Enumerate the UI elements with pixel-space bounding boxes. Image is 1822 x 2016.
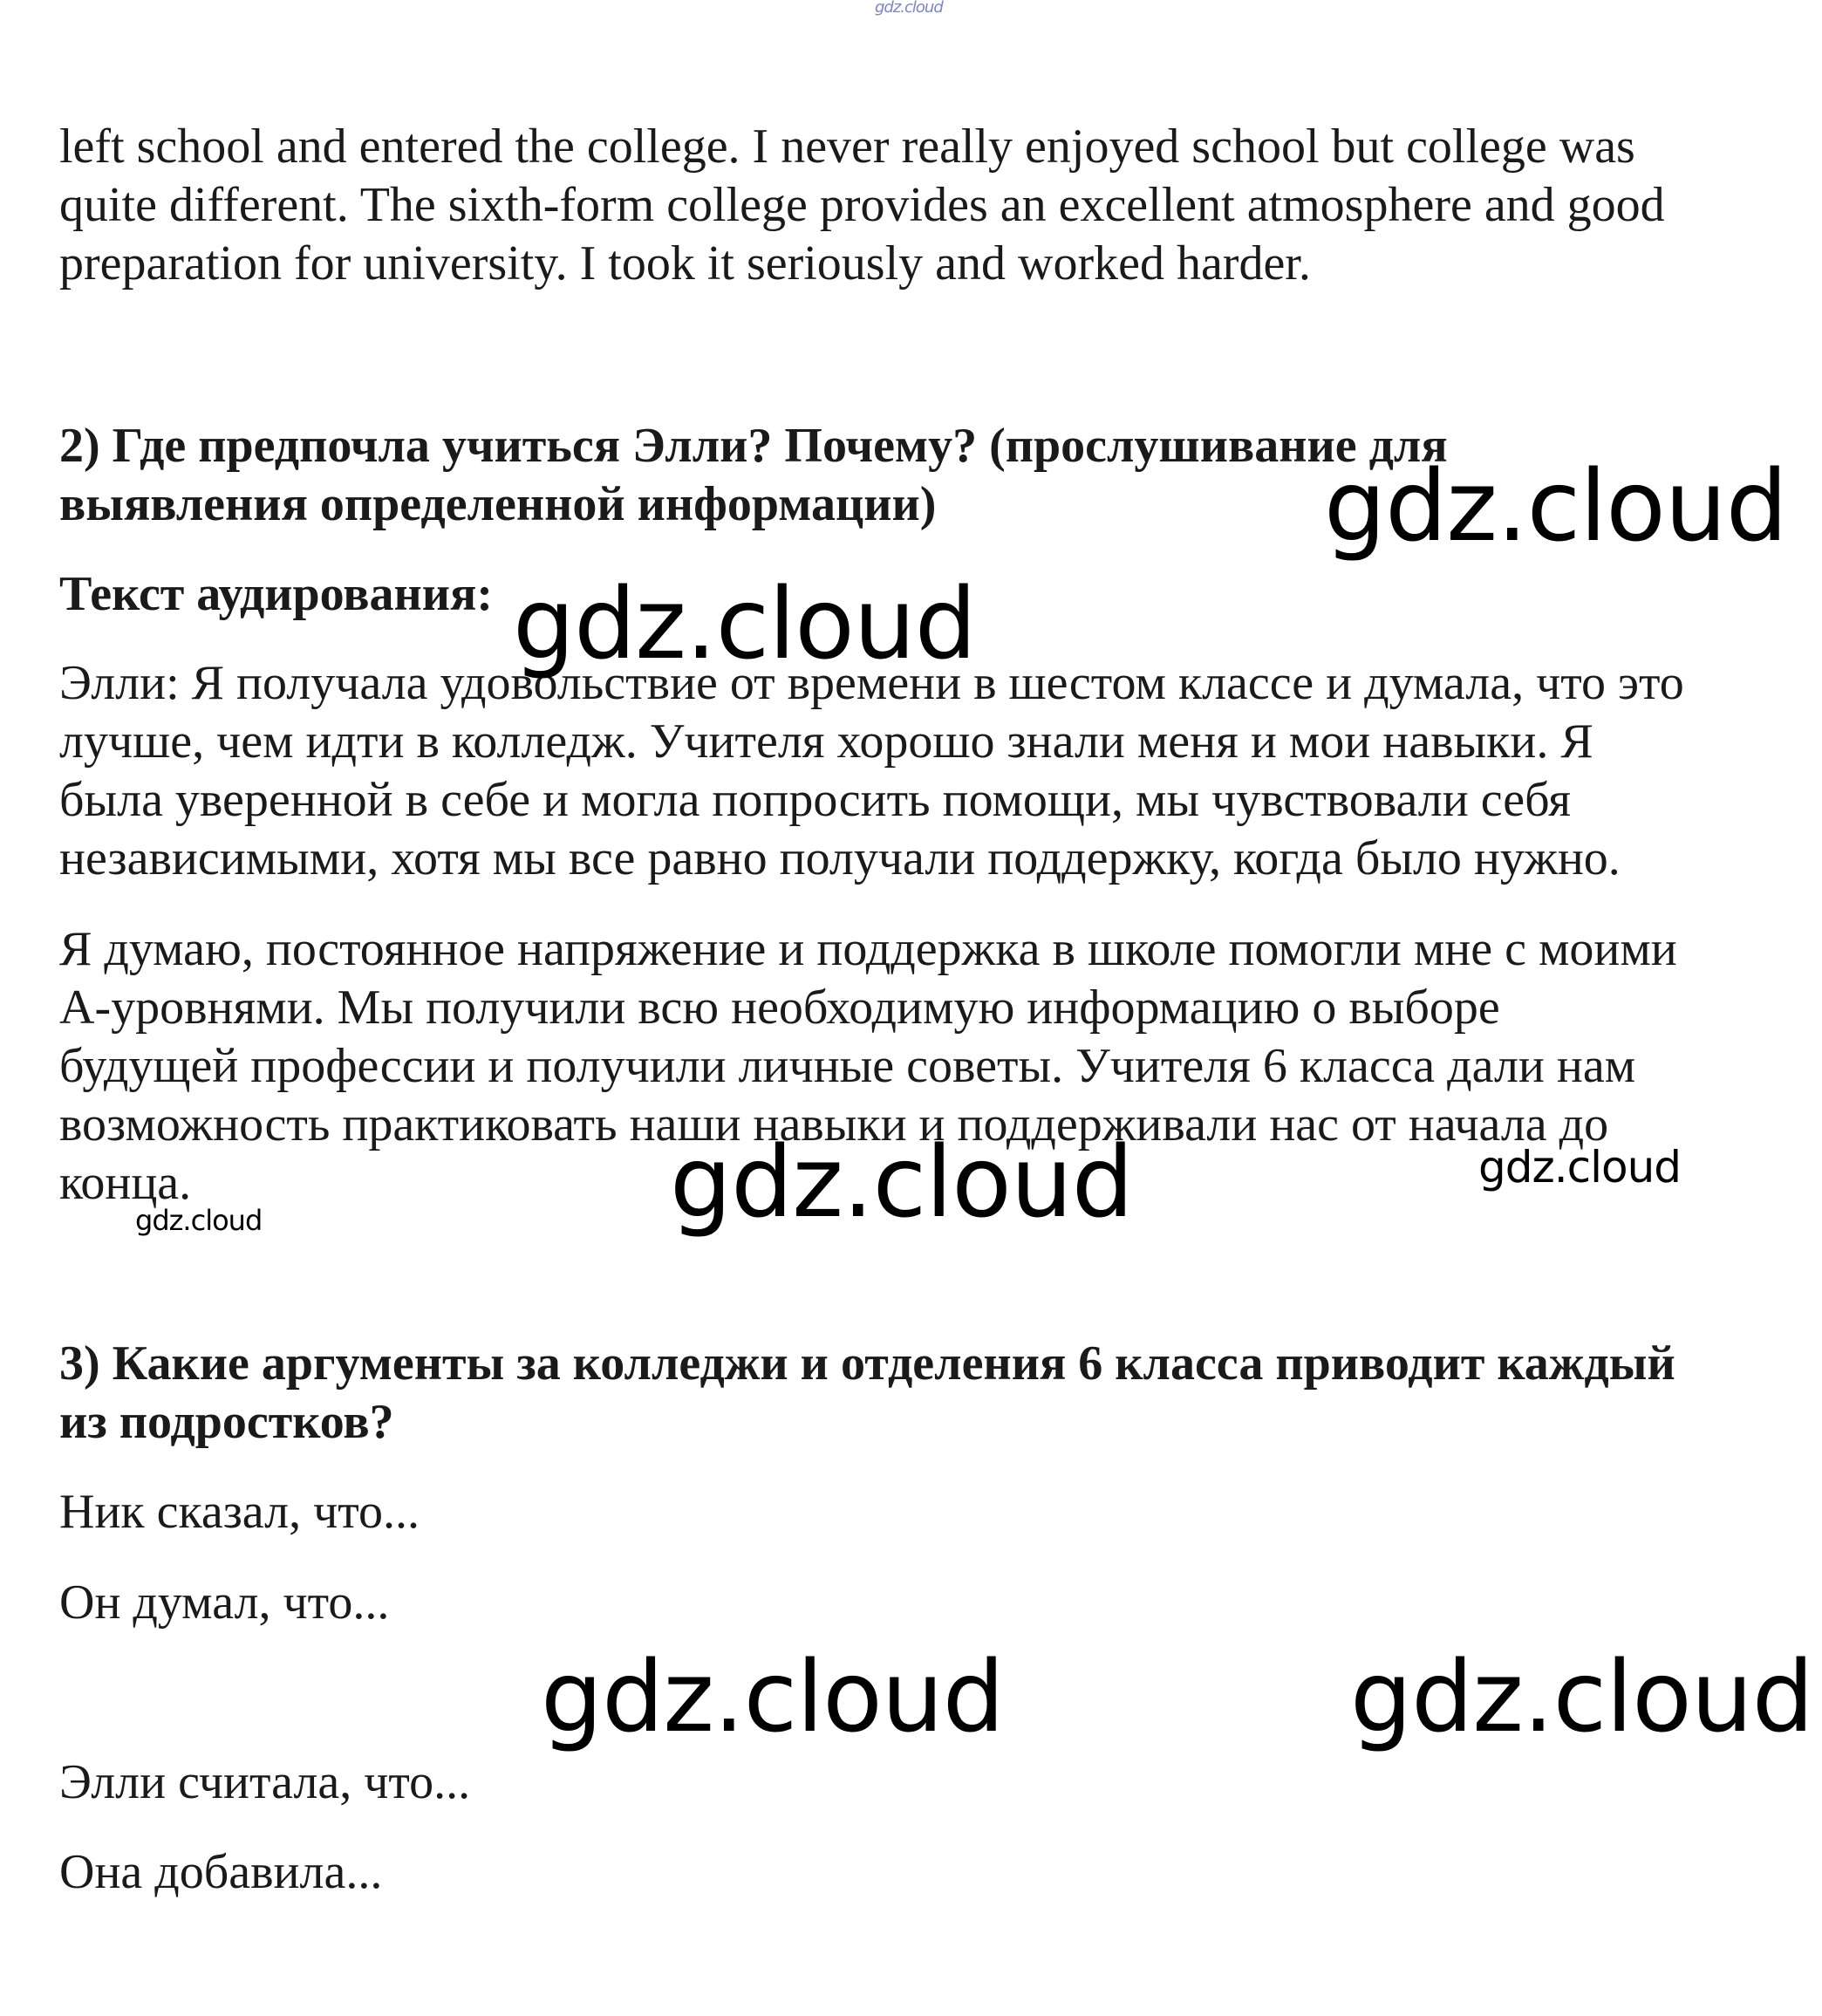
subheading-line: Текст аудирования: xyxy=(59,567,493,621)
prompt-line: Он думал, что... xyxy=(59,1575,390,1630)
prompt-line: Она добавила... xyxy=(59,1845,383,1899)
prompt-nick-said xyxy=(59,1483,1769,1541)
watermark-1: gdz.cloud xyxy=(1324,450,1787,564)
section2-paragraph-1 xyxy=(59,654,1769,888)
text-line: лучше, чем идти в колледж. Учителя хорошо знали меня и мои навыки. Я xyxy=(59,714,1593,769)
text-line: А-уровнями. Мы получили всю необходимую информацию о выборе xyxy=(59,981,1500,1035)
prompt-she-added xyxy=(59,1843,1769,1902)
prompt-line: Элли считала, что... xyxy=(59,1755,471,1809)
section3-heading xyxy=(59,1335,1769,1452)
text-line: была уверенной в себе и могла попросить помощи, мы чувствовали себя xyxy=(59,773,1571,827)
watermark-3: gdz.cloud xyxy=(670,1126,1133,1240)
intro-paragraph xyxy=(59,118,1769,293)
prompt-line: Ник сказал, что... xyxy=(59,1485,420,1539)
text-line: quite different. The sixth-form college provides an excellent atmosphere and good xyxy=(59,178,1665,232)
heading-line: выявления определенной информации) xyxy=(59,477,937,531)
heading-line: из подростков? xyxy=(59,1395,394,1449)
watermark-top: gdz.cloud xyxy=(875,0,943,17)
watermark-7: gdz.cloud xyxy=(1350,1641,1813,1754)
heading-line: 3) Какие аргументы за колледжи и отделения 6 класса приводит каждый xyxy=(59,1336,1675,1391)
text-line: left school and entered the college. I never really enjoyed school but college was xyxy=(59,120,1635,174)
watermark-6: gdz.cloud xyxy=(541,1641,1004,1754)
text-line: конца. xyxy=(59,1156,192,1210)
text-line: Я думаю, постоянное напряжение и поддержка в школе помогли мне с моими xyxy=(59,922,1677,976)
prompt-he-thought xyxy=(59,1574,1769,1632)
text-line: preparation for university. I took it seriously and worked harder. xyxy=(59,236,1311,290)
watermark-2: gdz.cloud xyxy=(513,568,976,681)
text-line: независимыми, хотя мы все равно получали поддержку, когда было нужно. xyxy=(59,831,1621,885)
text-line: будущей профессии и получили личные советы. Учителя 6 класса дали нам xyxy=(59,1039,1636,1093)
text-line: Элли: Я получала удовольствие от времени в шестом классе и думала, что это xyxy=(59,656,1684,710)
text-line: возможность практиковать наши навыки и поддерживали нас от начала до xyxy=(59,1097,1609,1152)
heading-line: 2) Где предпочла учиться Элли? Почему? (прослушивание для xyxy=(59,419,1448,473)
watermark-4: gdz.cloud xyxy=(1478,1142,1682,1193)
prompt-ellie-believed xyxy=(59,1753,1769,1812)
watermark-5: gdz.cloud xyxy=(135,1204,263,1237)
